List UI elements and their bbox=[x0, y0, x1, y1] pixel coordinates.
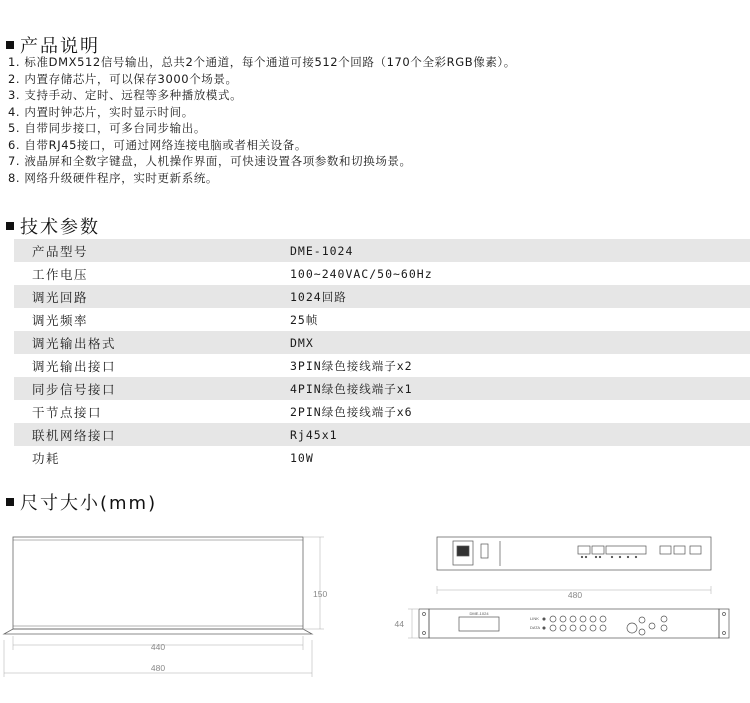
section-title-dimensions: 尺寸大小(mm) bbox=[6, 489, 157, 515]
spec-label: 产品型号 bbox=[14, 239, 290, 262]
rack-ear-left bbox=[419, 609, 429, 638]
top-view-flange bbox=[4, 629, 312, 634]
spec-label: 功耗 bbox=[14, 446, 290, 469]
rear-panel-body bbox=[437, 537, 711, 570]
spec-label: 工作电压 bbox=[14, 262, 290, 285]
spec-value: DME-1024 bbox=[290, 239, 750, 262]
spec-value: 25帧 bbox=[290, 308, 750, 331]
top-view-drawing bbox=[4, 537, 324, 677]
feature-item: 8. 网络升级硬件程序，实时更新系统。 bbox=[8, 170, 219, 185]
spec-label: 调光输出接口 bbox=[14, 354, 290, 377]
feature-item: 2. 内置存储芯片，可以保存3000个场景。 bbox=[8, 71, 238, 86]
nav-button bbox=[627, 623, 637, 633]
spec-value: 2PIN绿色接线端子x6 bbox=[290, 400, 750, 423]
rear-panel-drawing bbox=[437, 537, 711, 594]
spec-value: 4PIN绿色接线端子x1 bbox=[290, 377, 750, 400]
spec-value: 10W bbox=[290, 446, 750, 469]
dim-label: 480 bbox=[567, 590, 583, 600]
dim-label: 440 bbox=[150, 642, 166, 652]
spec-value: Rj45x1 bbox=[290, 423, 750, 446]
display-label: DME-1024 bbox=[469, 611, 489, 616]
spec-label: 调光回路 bbox=[14, 285, 290, 308]
dim-label: 150 bbox=[313, 589, 328, 599]
spec-label: 调光频率 bbox=[14, 308, 290, 331]
keypad bbox=[550, 616, 606, 631]
spec-label: 干节点接口 bbox=[14, 400, 290, 423]
feature-item: 1. 标准DMX512信号输出，总共2个通道，每个通道可接512个回路（170个全彩RGB像素）。 bbox=[8, 55, 516, 69]
button-label: DATA bbox=[530, 625, 541, 630]
top-view-body bbox=[13, 537, 303, 629]
front-panel-drawing bbox=[408, 609, 729, 638]
spec-value: 100~240VAC/50~60Hz bbox=[290, 262, 750, 285]
power-switch bbox=[481, 544, 488, 558]
spec-value: 1024回路 bbox=[290, 285, 750, 308]
section-title-description: 产品说明 bbox=[6, 32, 100, 58]
spec-value: DMX bbox=[290, 331, 750, 354]
feature-item: 3. 支持手动、定时、远程等多种播放模式。 bbox=[8, 88, 243, 102]
dim-label: 480 bbox=[150, 663, 166, 673]
feature-item: 4. 内置时钟芯片，实时显示时间。 bbox=[8, 104, 194, 119]
rj45-port bbox=[690, 546, 701, 554]
lcd-display bbox=[459, 617, 499, 631]
spec-label: 同步信号接口 bbox=[14, 377, 290, 400]
rack-ear-right bbox=[719, 609, 729, 638]
button-label: LINK bbox=[530, 616, 539, 621]
dim-label: 44 bbox=[394, 619, 404, 629]
feature-item: 7. 液晶屏和全数字键盘，人机操作界面，可快速设置各项参数和切换场景。 bbox=[8, 154, 412, 168]
spec-label: 联机网络接口 bbox=[14, 423, 290, 446]
feature-item: 5. 自带同步接口，可多台同步输出。 bbox=[8, 121, 206, 135]
feature-item: 6. 自带RJ45接口，可通过网络连接电脑或者相关设备。 bbox=[8, 137, 307, 152]
section-title-specs: 技术参数 bbox=[6, 213, 100, 239]
spec-label: 调光输出格式 bbox=[14, 331, 290, 354]
spec-value: 3PIN绿色接线端子x2 bbox=[290, 354, 750, 377]
